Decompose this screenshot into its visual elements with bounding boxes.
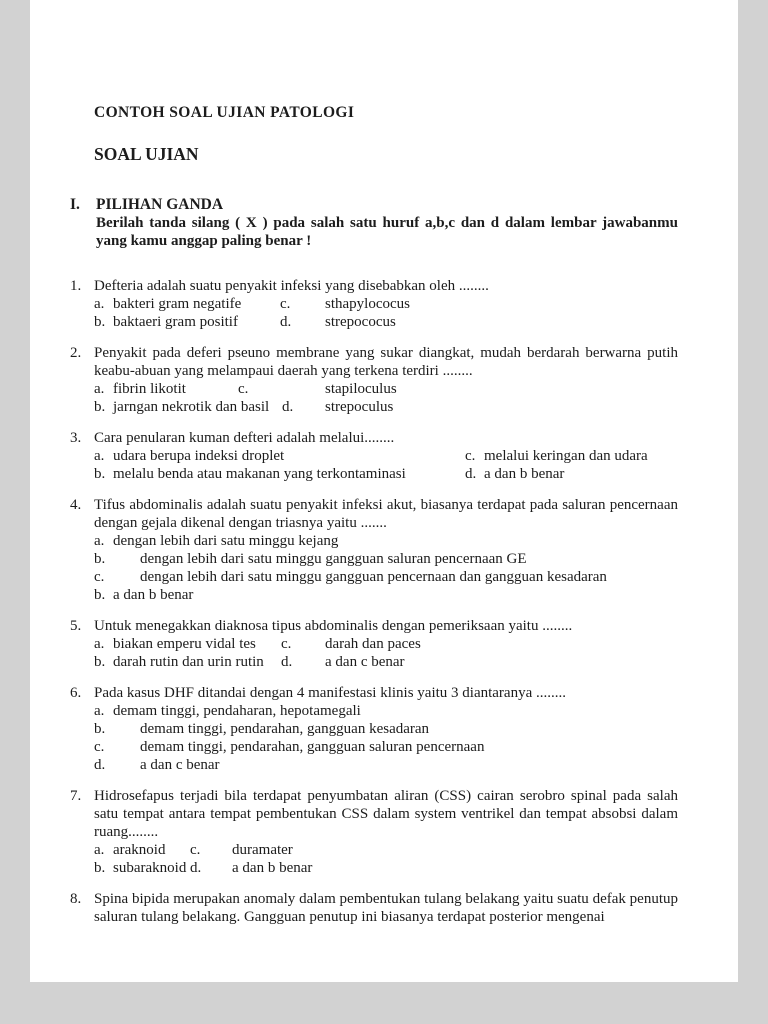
option-row <box>94 447 678 465</box>
option-cell: demam tinggi, pendarahan, gangguan kesadaran <box>140 721 430 737</box>
option-cell: a. <box>94 381 105 397</box>
option-cell: a. <box>94 636 105 652</box>
option-row <box>94 295 678 313</box>
option-cell: b. <box>94 314 106 330</box>
question-body <box>94 684 678 774</box>
question <box>70 684 678 774</box>
question-text: Tifus abdominalis adalah suatu penyakit infeksi akut, biasanya terdapat pada saluran pencernaan dengan gejala dikenal dengan triasnya yaitu ....... <box>94 497 678 531</box>
option-row <box>94 859 678 877</box>
question-body <box>94 890 678 926</box>
option-cell: subaraknoid <box>113 860 187 876</box>
document-content <box>30 0 738 926</box>
question <box>70 344 678 416</box>
option-cell: c. <box>190 842 201 858</box>
option-cell: b. <box>94 654 106 670</box>
option-cell: d. <box>465 466 477 482</box>
option-row <box>94 756 678 774</box>
option-cell: jarngan nekrotik dan basil <box>113 399 270 415</box>
question <box>70 277 678 331</box>
option-cell: c. <box>238 381 249 397</box>
option-cell: c. <box>280 296 291 312</box>
section-numeral: I. <box>70 196 80 213</box>
option-cell: a. <box>94 842 105 858</box>
document-page <box>30 0 738 982</box>
option-cell: melalui keringan dan udara <box>484 448 648 464</box>
question <box>70 787 678 877</box>
option-cell: melalu benda atau makanan yang terkontaminasi <box>113 466 406 482</box>
option-cell: udara berupa indeksi droplet <box>113 448 285 464</box>
option-cell: araknoid <box>113 842 166 858</box>
question-body <box>94 344 678 416</box>
question-body <box>94 496 678 604</box>
option-cell: a dan b benar <box>232 860 313 876</box>
option-row <box>94 720 678 738</box>
option-cell: fibrin likotit <box>113 381 186 397</box>
option-cell: bakteri gram negatife <box>113 296 242 312</box>
question-number: 5. <box>70 618 82 634</box>
question-text: Hidrosefapus terjadi bila terdapat penyumbatan aliran (CSS) cairan serobro spinal pada salah satu tempat antara tempat pembentukan CSS dalam system ventrikel dan tempat absobsi dalam ruang........ <box>94 788 678 840</box>
option-row <box>94 313 678 331</box>
question-body <box>94 277 678 331</box>
option-cell: a. <box>94 448 105 464</box>
question-text: Penyakit pada deferi pseuno membrane yang sukar diangkat, mudah berdarah berwarna putih keabu-abuan yang melampaui daerah yang terkena terdiri ........ <box>94 345 678 379</box>
question-text: Untuk menegakkan diaknosa tipus abdominalis dengan pemeriksaan yaitu ........ <box>94 618 573 634</box>
option-row <box>94 635 678 653</box>
questions <box>70 277 678 926</box>
option-cell: dengan lebih dari satu minggu kejang <box>113 533 339 549</box>
option-cell: b. <box>94 860 106 876</box>
question-body <box>94 617 678 671</box>
option-cell: stapiloculus <box>325 381 397 397</box>
section-title: PILIHAN GANDA <box>96 196 224 213</box>
option-row <box>94 841 678 859</box>
option-row <box>94 653 678 671</box>
option-cell: a dan c benar <box>140 757 220 773</box>
option-row <box>94 532 678 550</box>
option-cell: c. <box>94 569 105 585</box>
option-cell: dengan lebih dari satu minggu gangguan saluran pencernaan GE <box>140 551 527 567</box>
option-cell: b. <box>94 721 106 737</box>
option-cell: a dan b benar <box>113 587 194 603</box>
question <box>70 429 678 483</box>
option-cell: d. <box>282 399 294 415</box>
option-cell: b. <box>94 399 106 415</box>
option-cell: a. <box>94 533 105 549</box>
question-number: 4. <box>70 497 82 513</box>
question-body <box>94 787 678 877</box>
option-cell: b. <box>94 551 106 567</box>
section-heading <box>70 196 678 214</box>
option-cell: b. <box>94 466 106 482</box>
option-row <box>94 586 678 604</box>
option-cell: c. <box>94 739 105 755</box>
document-subtitle: SOAL UJIAN <box>94 144 199 164</box>
option-cell: darah dan paces <box>325 636 421 652</box>
option-cell: demam tinggi, pendarahan, gangguan saluran pencernaan <box>140 739 485 755</box>
option-row <box>94 398 678 416</box>
question-text: Spina bipida merupakan anomaly dalam pembentukan tulang belakang yaitu suatu defak penutup saluran tulang belakang. Gangguan penutup ini biasanya terdapat posterior mengenai <box>94 891 678 925</box>
option-cell: a. <box>94 703 105 719</box>
option-row <box>94 550 678 568</box>
option-row <box>94 702 678 720</box>
option-cell: biakan emperu vidal tes <box>113 636 256 652</box>
option-cell: strepococus <box>325 314 396 330</box>
option-cell: a dan c benar <box>325 654 405 670</box>
option-row <box>94 738 678 756</box>
option-cell: d. <box>94 757 106 773</box>
question <box>70 890 678 926</box>
option-cell: c. <box>281 636 292 652</box>
section-instruction: Berilah tanda silang ( X ) pada salah satu huruf a,b,c dan d dalam lembar jawabanmu yang kamu anggap paling benar ! <box>96 215 678 249</box>
question-body <box>94 429 678 483</box>
option-cell: c. <box>465 448 476 464</box>
option-row <box>94 568 678 586</box>
option-cell: d. <box>190 860 202 876</box>
document-title: CONTOH SOAL UJIAN PATOLOGI <box>94 104 355 121</box>
option-cell: baktaeri gram positif <box>113 314 238 330</box>
option-cell: dengan lebih dari satu minggu gangguan pencernaan dan gangguan kesadaran <box>140 569 607 585</box>
option-cell: d. <box>280 314 292 330</box>
option-cell: b. <box>94 587 106 603</box>
question-number: 1. <box>70 278 82 294</box>
option-cell: strepoculus <box>325 399 394 415</box>
question-text: Defteria adalah suatu penyakit infeksi yang disebabkan oleh ........ <box>94 278 489 294</box>
option-cell: sthapylococus <box>325 296 410 312</box>
question-number: 3. <box>70 430 82 446</box>
option-cell: duramater <box>232 842 293 858</box>
question-number: 6. <box>70 685 82 701</box>
question-number: 2. <box>70 345 82 361</box>
question-number: 8. <box>70 891 82 907</box>
option-cell: darah rutin dan urin rutin <box>113 654 264 670</box>
question-number: 7. <box>70 788 82 804</box>
option-cell: a dan b benar <box>484 466 565 482</box>
question-text: Cara penularan kuman defteri adalah melalui........ <box>94 430 395 446</box>
option-row <box>94 465 678 483</box>
question-text: Pada kasus DHF ditandai dengan 4 manifestasi klinis yaitu 3 diantaranya ........ <box>94 685 566 701</box>
option-row <box>94 380 678 398</box>
question <box>70 496 678 604</box>
option-cell: d. <box>281 654 293 670</box>
option-cell: a. <box>94 296 105 312</box>
option-cell: demam tinggi, pendaharan, hepotamegali <box>113 703 361 719</box>
question <box>70 617 678 671</box>
